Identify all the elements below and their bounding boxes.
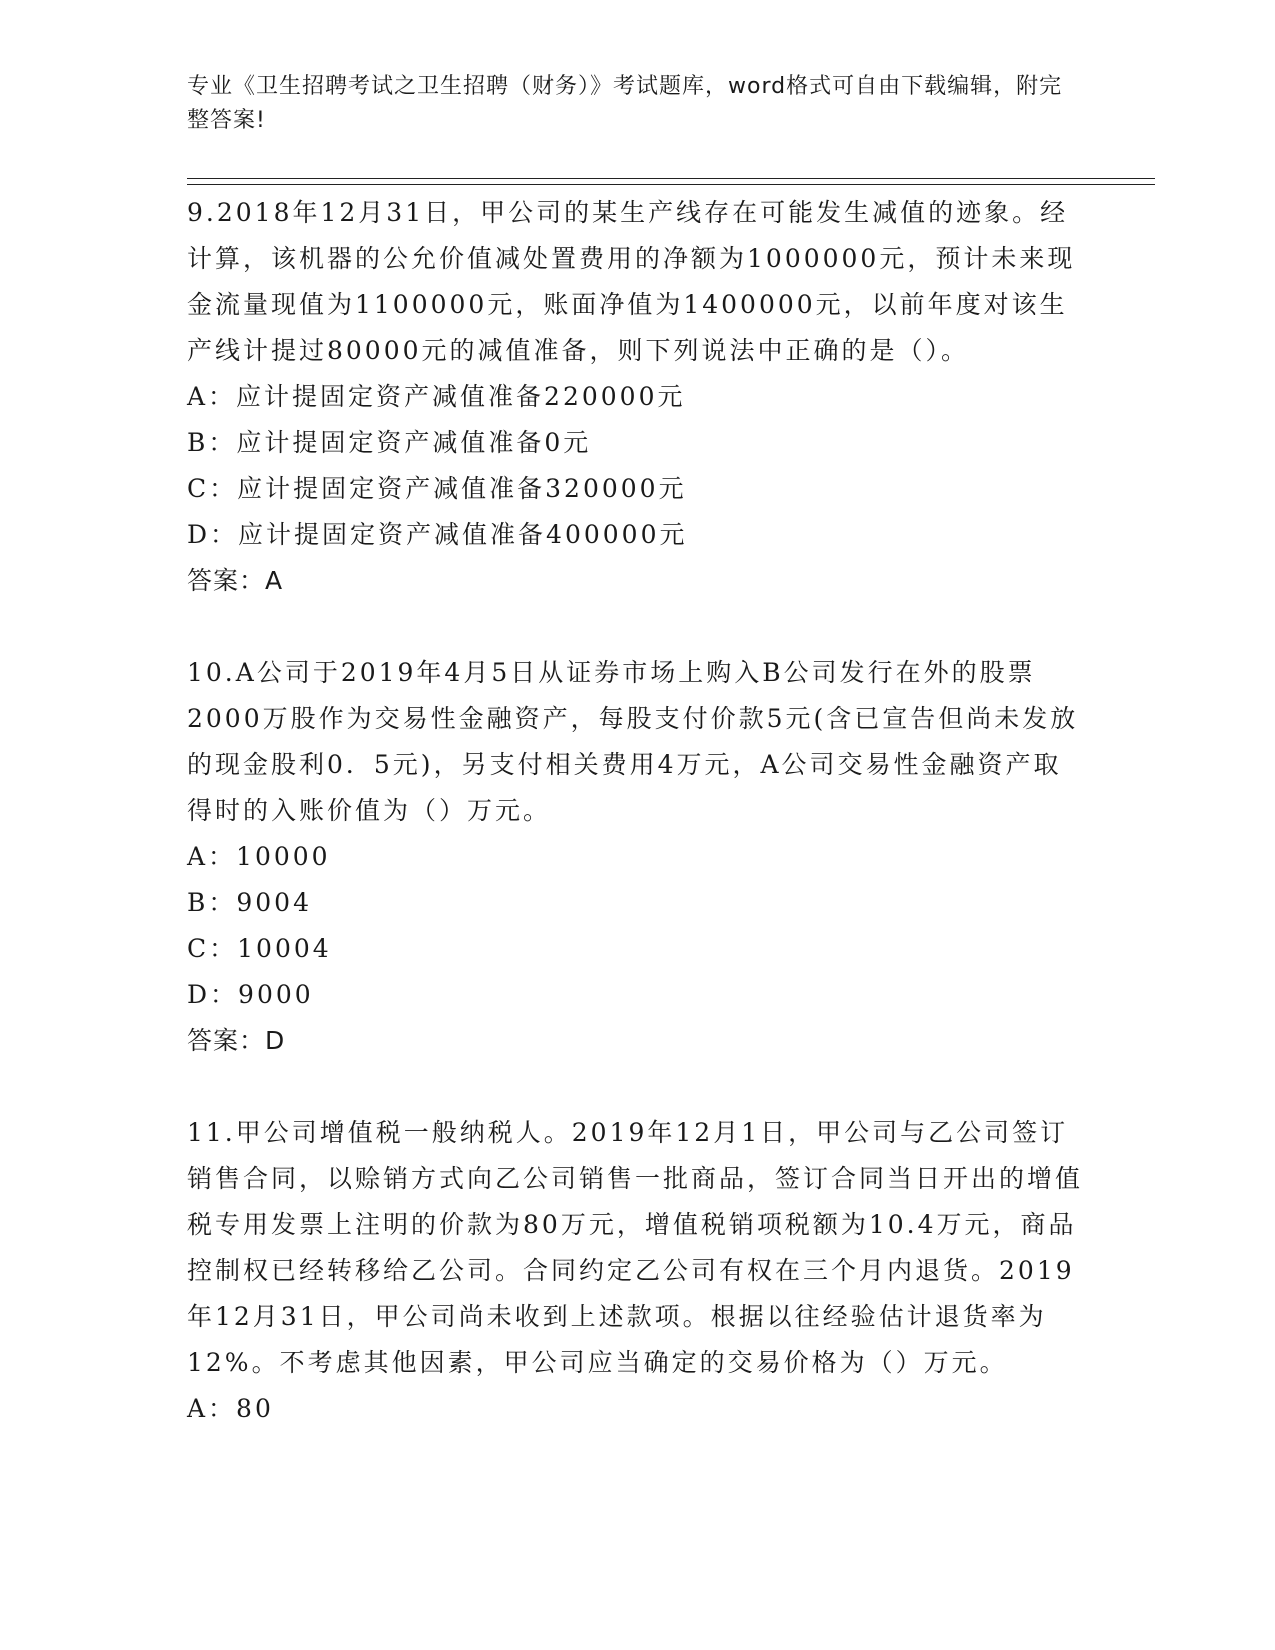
option-d: D：9000 [187,980,314,1009]
option-b: B：9004 [187,888,312,917]
option-a: A：80 [187,1394,274,1423]
option-d: D：应计提固定资产减值准备400000元 [187,520,688,549]
question-11 [187,1110,1087,1432]
answer-line: 答案：D [187,1026,286,1055]
spacer [187,1064,1087,1110]
question-9 [187,190,1087,604]
question-10 [187,650,1087,1064]
answer-line: 答案：A [187,566,284,595]
option-c: C：10004 [187,934,332,963]
spacer [187,604,1087,650]
question-list [187,190,1087,1432]
option-c: C：应计提固定资产减值准备320000元 [187,474,687,503]
question-stem: 10.A公司于2019年4月5日从证券市场上购入B公司发行在外的股票2000万股作为交易性金融资产，每股支付价款5元(含已宣告但尚未发放的现金股利0．5元)，另支付相关费用4万元，A公司交易性金融资产取得时的入账价值为（）万元。 [187,658,1079,825]
option-b: B：应计提固定资产减值准备0元 [187,428,592,457]
header-divider [187,178,1155,185]
question-stem: 11.甲公司增值税一般纳税人。2019年12月1日，甲公司与乙公司签订销售合同，以赊销方式向乙公司销售一批商品，签订合同当日开出的增值税专用发票上注明的价款为80万元，增值税销项税额为10.4万元，商品控制权已经转移给乙公司。合同约定乙公司有权在三个月内退货。2019年12月31日，甲公司尚未收到上述款项。根据以往经验估计退货率为12%。不考虑其他因素，甲公司应当确定的交易价格为（）万元。 [187,1118,1084,1377]
option-a: A：10000 [187,842,331,871]
option-a: A：应计提固定资产减值准备220000元 [187,382,686,411]
header-title: 专业《卫生招聘考试之卫生招聘（财务）》考试题库，word格式可自由下载编辑，附完整答案! [187,74,1063,133]
question-stem: 9.2018年12月31日，甲公司的某生产线存在可能发生减值的迹象。经计算，该机器的公允价值减处置费用的净额为1000000元，预计未来现金流量现值为1100000元，账面净值为1400000元，以前年度对该生产线计提过80000元的减值准备，则下列说法中正确的是（）。 [187,198,1076,365]
document-header [187,70,1067,138]
